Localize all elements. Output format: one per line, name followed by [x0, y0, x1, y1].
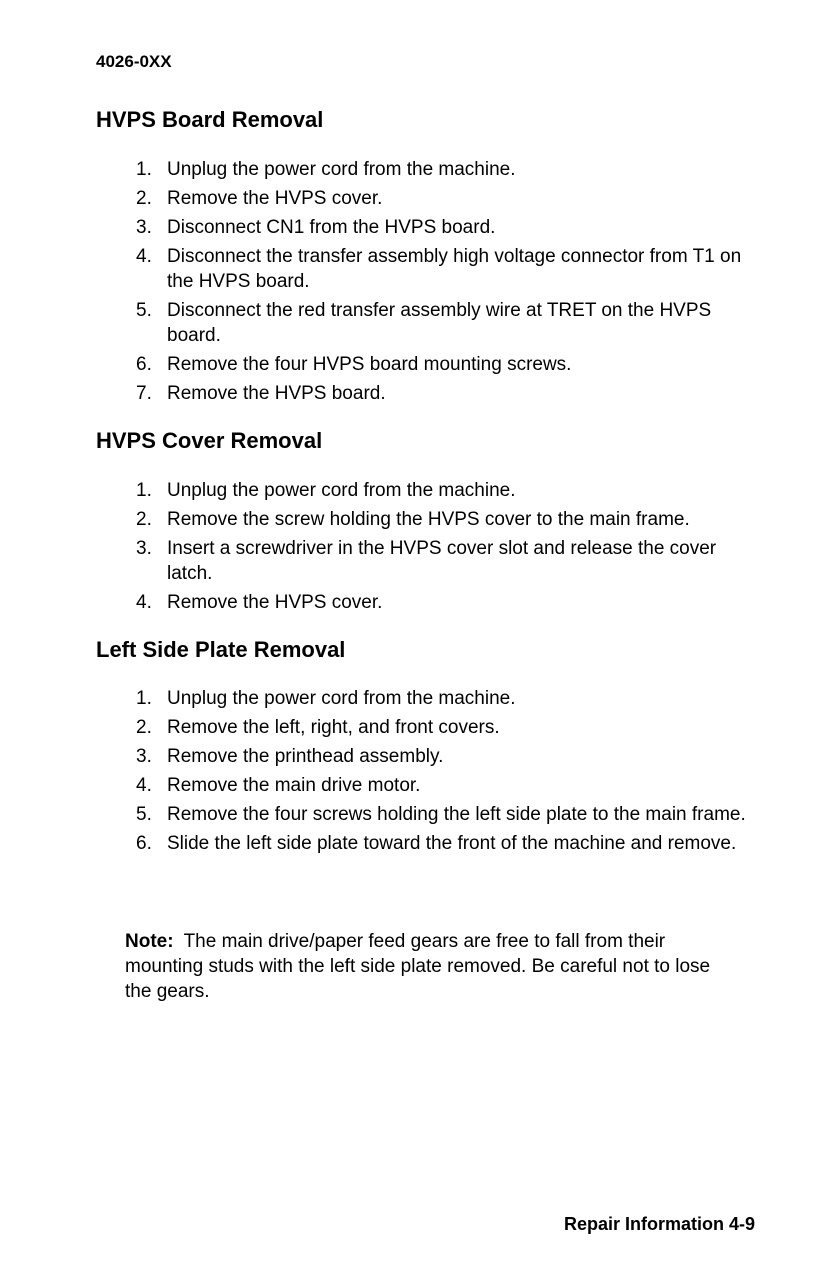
step-text: Remove the four screws holding the left side plate to the main frame.: [167, 804, 746, 825]
step-number: 3.: [136, 538, 152, 559]
list-item: [136, 590, 746, 615]
step-text: Remove the HVPS cover.: [167, 592, 383, 613]
step-text: Insert a screwdriver in the HVPS cover slot and release the cover latch.: [167, 538, 717, 584]
list-item: [136, 478, 746, 503]
step-number: 5.: [136, 300, 152, 321]
note-label: Note:: [125, 931, 174, 952]
step-text: Remove the printhead assembly.: [167, 746, 444, 767]
step-text: Unplug the power cord from the machine.: [167, 159, 516, 180]
step-number: 7.: [136, 383, 152, 404]
step-text: Remove the screw holding the HVPS cover to the main frame.: [167, 509, 690, 530]
list-item: [136, 157, 746, 182]
step-number: 1.: [136, 159, 152, 180]
list-item: [136, 802, 746, 827]
steps-hvps-cover-removal: [136, 478, 746, 619]
step-text: Unplug the power cord from the machine.: [167, 688, 516, 709]
section-title-hvps-board-removal: HVPS Board Removal: [96, 107, 324, 132]
step-number: 1.: [136, 480, 152, 501]
list-item: [136, 744, 746, 769]
step-text: Slide the left side plate toward the front of the machine and remove.: [167, 833, 737, 854]
list-item: [136, 352, 746, 377]
list-item: [136, 831, 746, 856]
document-code: 4026-0XX: [96, 52, 172, 71]
list-item: [136, 536, 746, 586]
list-item: [136, 186, 746, 211]
list-item: [136, 298, 746, 348]
step-text: Remove the four HVPS board mounting screws.: [167, 354, 572, 375]
list-item: [136, 381, 746, 406]
steps-hvps-board-removal: [136, 157, 746, 410]
step-number: 2.: [136, 509, 152, 530]
list-item: [136, 244, 746, 294]
list-item: [136, 215, 746, 240]
section-title-left-side-plate-removal: Left Side Plate Removal: [96, 637, 346, 662]
step-number: 5.: [136, 804, 152, 825]
steps-left-side-plate-removal: [136, 686, 746, 860]
step-text: Remove the HVPS cover.: [167, 188, 383, 209]
page-footer: Repair Information 4-9: [563, 1214, 755, 1234]
step-text: Remove the left, right, and front covers.: [167, 717, 500, 738]
list-item: [136, 715, 746, 740]
step-number: 4.: [136, 775, 152, 796]
step-number: 3.: [136, 217, 152, 238]
section-title-hvps-cover-removal: HVPS Cover Removal: [96, 428, 323, 453]
list-item: [136, 686, 746, 711]
step-text: Disconnect the transfer assembly high voltage connector from T1 on the HVPS board.: [167, 246, 742, 292]
step-text: Remove the HVPS board.: [167, 383, 386, 404]
step-number: 2.: [136, 188, 152, 209]
step-text: Disconnect CN1 from the HVPS board.: [167, 217, 496, 238]
step-text: Unplug the power cord from the machine.: [167, 480, 516, 501]
step-number: 4.: [136, 246, 152, 267]
step-number: 1.: [136, 688, 152, 709]
note-block: [125, 929, 735, 1004]
step-number: 6.: [136, 354, 152, 375]
step-number: 6.: [136, 833, 152, 854]
list-item: [136, 773, 746, 798]
step-number: 3.: [136, 746, 152, 767]
step-number: 2.: [136, 717, 152, 738]
note-text: The main drive/paper feed gears are free to fall from their mounting studs with the left side plate removed. Be careful not to lose the gears.: [125, 931, 711, 1002]
step-number: 4.: [136, 592, 152, 613]
step-text: Disconnect the red transfer assembly wire at TRET on the HVPS board.: [167, 300, 712, 346]
list-item: [136, 507, 746, 532]
step-text: Remove the main drive motor.: [167, 775, 421, 796]
